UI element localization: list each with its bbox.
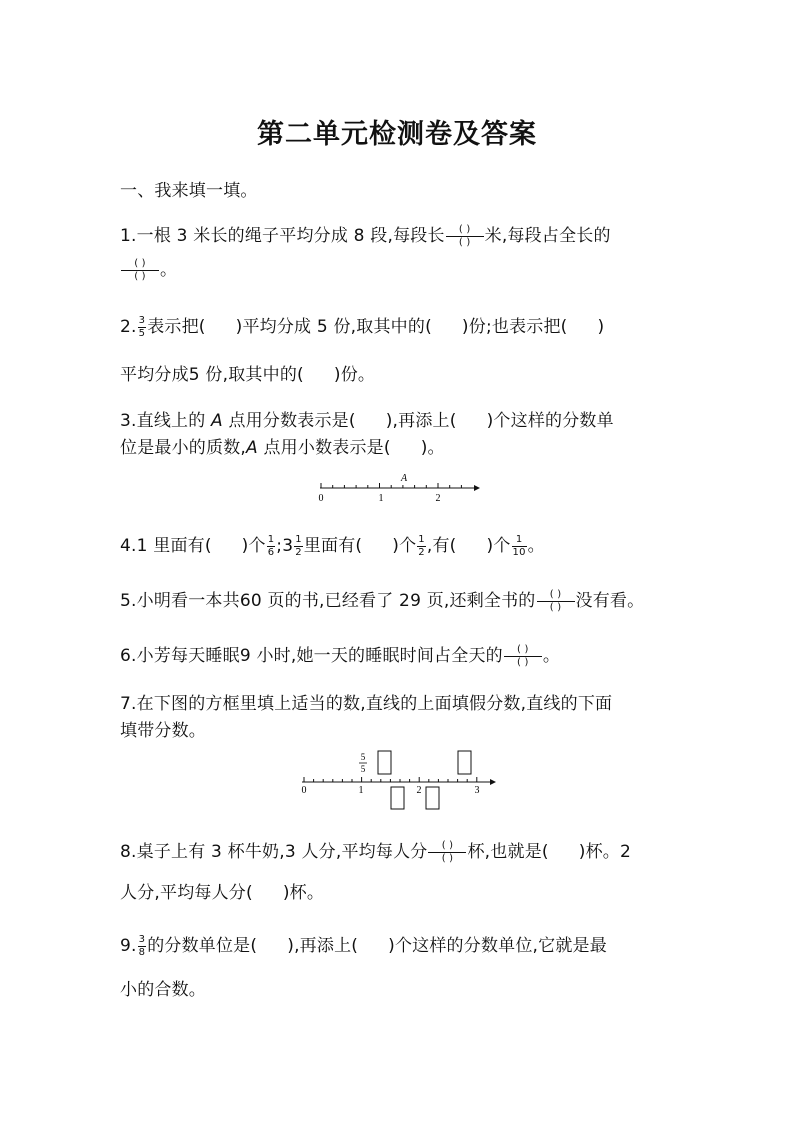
q5-fraction-blank[interactable]: $\frac{( )}{( )}$ [537,589,575,614]
q6-fraction-blank[interactable]: $\frac{( )}{( )}$ [504,644,542,669]
question-6: 6.小芳每天睡眠9 小时,她一天的睡眠时间占全天的 $\frac{( )}{( )}$ 。 [120,643,561,668]
q4-fraction-4: $\frac{1}{10}$ [512,533,526,558]
question-7: 7.在下图的方框里填上适当的数,直线的上面填假分数,直线的下面 [120,694,613,714]
question-9: 9. $\frac{3}{8}$ 的分数单位是( ),再添上( )个这样的分数单位,它就是最 [120,933,607,958]
q4-fraction-3: $\frac{1}{2}$ [418,533,425,558]
answer-box-top-1[interactable] [378,751,391,774]
question-8-continued: 人分,平均每人分( )杯。 [120,883,325,903]
answer-box-bottom-1[interactable] [391,787,404,809]
number-line-figure-1 [312,470,482,504]
q1-text-a: 1.一根 3 米长的绳子平均分成 8 段,每段长 [120,226,445,246]
section-heading: 一、我来填一填。 [120,181,258,201]
q4-fraction-1: $\frac{1}{6}$ [267,533,275,558]
fraction-label-num: 5 [360,752,366,762]
q1-fraction-blank-1[interactable]: $\frac{( )}{( )}$ [446,224,484,249]
question-4: 4.1 里面有( )个 $\frac{1}{6}$ ;3 $\frac{1}{2}$ 里面有( )个 $\frac{1}{2}$ ,有( )个 $\frac{1}{10}$ 。 [120,533,545,558]
question-8: 8.桌子上有 3 杯牛奶,3 人分,平均每人分 $\frac{( )}{( )}$ 杯,也就是( )杯。2 [120,839,631,864]
q1-text-b: 米,每段占全长的 [484,226,611,246]
axis-label-2: 2 [416,785,422,796]
page-title: 第二单元检测卷及答案 [257,119,537,150]
answer-box-bottom-2[interactable] [426,787,439,809]
axis-label-0: 0 [318,493,324,504]
q8-fraction-blank[interactable]: $\frac{( )}{( )}$ [428,840,466,865]
q2-fraction: $\frac{3}{5}$ [138,314,146,339]
q1-fraction-blank-2[interactable]: $\frac{( )}{( )}$ [121,258,159,283]
question-1 [120,221,611,249]
axis-label-1: 1 [358,785,364,796]
question-3: 3.直线上的 A 点用分数表示是( ),再添上( )个这样的分数单 [120,411,614,431]
point-a-label: A [400,473,408,484]
question-7-continued: 填带分数。 [120,721,206,741]
fraction-label-den: 5 [360,764,366,774]
question-2: 2. $\frac{3}{5}$ 表示把( )平均分成 5 份,取其中的( )份;也表示把( ) [120,314,605,339]
axis-ticks [304,777,477,782]
question-1-continued: $\frac{( )}{( )}$ 。 [120,255,177,283]
axis-label-3: 3 [474,785,480,796]
question-2-continued: 平均分成5 份,取其中的( )份。 [120,365,376,385]
q9-fraction: $\frac{3}{8}$ [138,933,146,958]
axis-ticks [321,483,461,488]
q4-fraction-2: $\frac{1}{2}$ [295,533,302,558]
answer-box-top-2[interactable] [458,751,471,774]
axis-label-1: 1 [378,493,384,504]
axis-label-0: 0 [301,785,307,796]
axis-label-2: 2 [435,493,441,504]
axis-arrow [474,485,480,491]
question-9-continued: 小的合数。 [120,980,206,1000]
axis-arrow [490,779,496,785]
question-5: 5.小明看一本共60 页的书,已经看了 29 页,还剩全书的 $\frac{( )}{( )}$ 没有看。 [120,588,645,613]
number-line-figure-2 [294,746,498,812]
question-3-continued: 位是最小的质数,A 点用小数表示是( )。 [120,438,445,458]
